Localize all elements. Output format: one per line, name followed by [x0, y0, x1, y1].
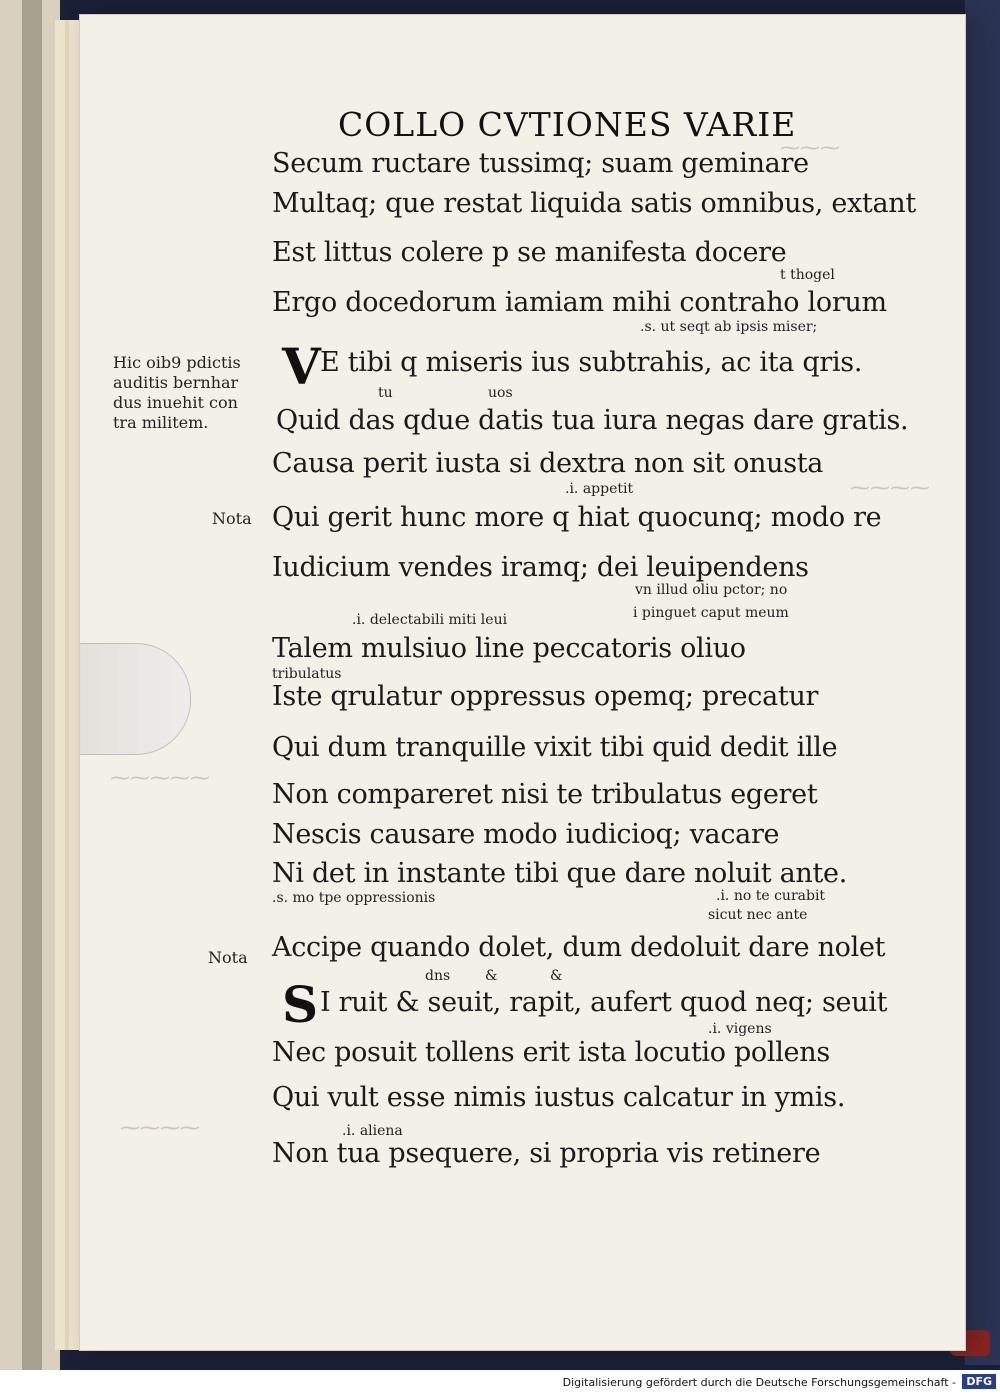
binding-strip: [965, 0, 1000, 1365]
gloss: &: [550, 968, 563, 984]
text-line: Qui vult esse nimis iustus calcatur in ymis.: [272, 1082, 846, 1113]
show-through: ⁓⁓⁓: [780, 135, 840, 159]
text-line: E tibi q miseris ius subtrahis, ac ita qris.: [320, 347, 863, 378]
text-line: Non compareret nisi te tribulatus egeret: [272, 779, 818, 810]
show-through: ⁓⁓⁓⁓: [850, 475, 930, 499]
gloss: i pinguet caput meum: [633, 605, 789, 621]
nota-note: Nota: [212, 509, 252, 528]
gloss: .i. appetit: [565, 481, 634, 497]
text-line: Iste qrulatur oppressus opemq; precatur: [272, 681, 819, 712]
dfg-logo: DFG: [962, 1374, 996, 1389]
show-through: ⁓⁓⁓⁓: [120, 1115, 200, 1139]
back-cover: [0, 0, 60, 1370]
gloss: .s. mo tpe oppressionis: [272, 890, 436, 906]
nota-note: Nota: [208, 948, 248, 967]
gloss: .i. no te curabit: [716, 888, 826, 904]
gloss: tribulatus: [272, 666, 342, 682]
gloss: vn illud oliu pctor; no: [635, 582, 788, 598]
initial-letter: V: [282, 337, 321, 396]
gloss: .s. ut seqt ab ipsis miser;: [640, 319, 818, 335]
gloss: tu: [378, 385, 393, 401]
text-line: Est littus colere p se manifesta docere: [272, 237, 787, 268]
footer-bar: [0, 1370, 1000, 1396]
text-line: Nescis causare modo iudicioq; vacare: [272, 819, 780, 850]
gloss: sicut nec ante: [708, 907, 808, 923]
text-line: Iudicium vendes iramq; dei leuipendens: [272, 552, 809, 583]
gloss: .i. vigens: [708, 1021, 772, 1037]
page-title: COLLO CVTIONES VARIE: [338, 105, 797, 144]
text-line: Qui dum tranquille vixit tibi quid dedit ille: [272, 732, 838, 763]
page-clip: [80, 643, 191, 755]
show-through: ⁓⁓⁓⁓⁓: [110, 765, 210, 789]
margin-note: Hic oib9 pdictis auditis bernhar dus inuehit con tra militem.: [113, 353, 241, 432]
text-line: Accipe quando dolet, dum dedoluit dare nolet: [272, 932, 886, 963]
text-line: Multaq; que restat liquida satis omnibus, extant: [272, 188, 916, 219]
footer-credit: Digitalisierung gefördert durch die Deutsche Forschungsgemeinschaft -: [562, 1376, 956, 1389]
text-line: Quid das qdue datis tua iura negas dare gratis.: [276, 405, 909, 436]
text-line: Secum ructare tussimq; suam geminare: [272, 148, 809, 179]
gloss: &: [485, 968, 498, 984]
text-line: Non tua psequere, si propria vis retinere: [272, 1138, 821, 1169]
text-line: Ergo docedorum iamiam mihi contraho lorum: [272, 287, 887, 318]
text-line: Ni det in instante tibi que dare noluit ante.: [272, 858, 847, 889]
printed-page: [80, 15, 965, 1350]
text-line: Talem mulsiuo line peccatoris oliuo: [272, 633, 746, 664]
gloss: .i. delectabili miti leui: [352, 612, 508, 628]
text-line: Qui gerit hunc more q hiat quocunq; modo re: [272, 502, 882, 533]
initial-letter: S: [282, 975, 319, 1034]
gloss: dns: [425, 968, 451, 984]
text-line: I ruit & seuit, rapit, aufert quod neq; seuit: [320, 987, 888, 1018]
text-line: Causa perit iusta si dextra non sit onusta: [272, 448, 824, 479]
gloss: .i. aliena: [342, 1123, 403, 1139]
gloss: uos: [488, 385, 513, 401]
gloss: t thogel: [780, 267, 835, 283]
text-line: Nec posuit tollens erit ista locutio pollens: [272, 1037, 830, 1068]
